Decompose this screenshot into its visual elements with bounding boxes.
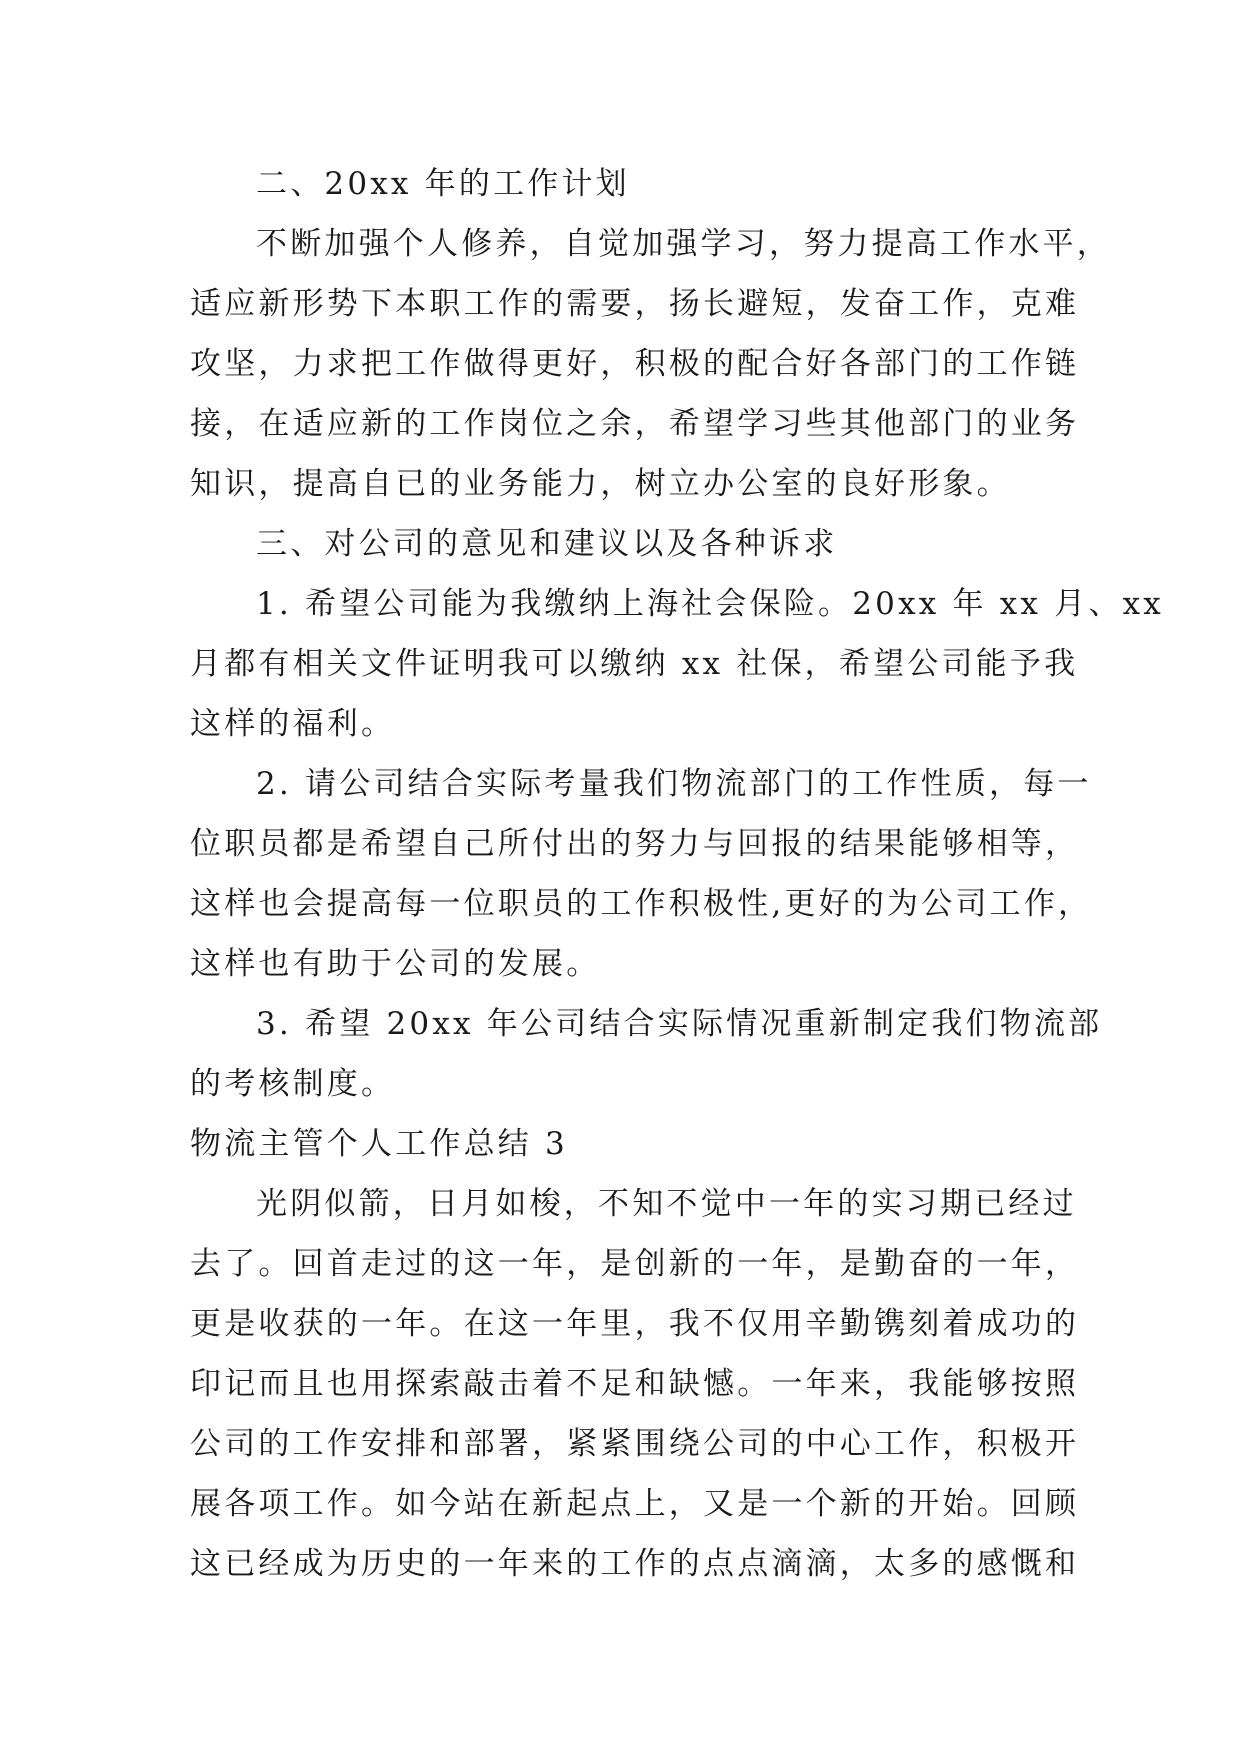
list-item-line: 这样的福利。: [190, 706, 396, 742]
paragraph-line: 这已经成为历史的一年来的工作的点点滴滴，太多的感慨和: [190, 1546, 1080, 1582]
paragraph-line: 更是收获的一年。在这一年里，我不仅用辛勤镌刻着成功的: [190, 1306, 1080, 1342]
section-heading-suggestions: 三、对公司的意见和建议以及各种诉求: [256, 526, 838, 562]
paragraph-line: 适应新形势下本职工作的需要，扬长避短，发奋工作，克难: [190, 286, 1080, 322]
paragraph-line: 公司的工作安排和部署，紧紧围绕公司的中心工作，积极开: [190, 1426, 1080, 1462]
paragraph-line: 展各项工作。如今站在新起点上，又是一个新的开始。回顾: [190, 1486, 1080, 1522]
paragraph-line: 印记而且也用探索敲击着不足和缺憾。一年来，我能够按照: [190, 1366, 1080, 1402]
list-item-line: 的考核制度。: [190, 1066, 396, 1102]
section-heading-work-plan: 二、20xx 年的工作计划: [256, 166, 630, 202]
document-title: 物流主管个人工作总结 3: [190, 1126, 568, 1162]
paragraph-line: 攻坚，力求把工作做得更好，积极的配合好各部门的工作链: [190, 346, 1080, 382]
paragraph-line: 不断加强个人修养，自觉加强学习，努力提高工作水平，: [256, 226, 1111, 262]
paragraph-line: 去了。回首走过的这一年，是创新的一年，是勤奋的一年，: [190, 1246, 1080, 1282]
list-item-line: 这样也会提高每一位职员的工作积极性,更好的为公司工作，: [190, 886, 1093, 922]
list-item-line: 月都有相关文件证明我可以缴纳 xx 社保，希望公司能予我: [190, 646, 1079, 682]
list-item-line: 3. 希望 20xx 年公司结合实际情况重新制定我们物流部: [256, 1006, 1103, 1042]
list-item-line: 这样也有助于公司的发展。: [190, 946, 601, 982]
list-item-line: 2. 请公司结合实际考量我们物流部门的工作性质，每一: [256, 766, 1092, 802]
paragraph-line: 光阴似箭，日月如梭，不知不觉中一年的实习期已经过: [256, 1186, 1077, 1222]
paragraph-line: 接，在适应新的工作岗位之余，希望学习些其他部门的业务: [190, 406, 1080, 442]
paragraph-line: 知识，提高自已的业务能力，树立办公室的良好形象。: [190, 466, 1011, 502]
list-item-line: 1. 希望公司能为我缴纳上海社会保险。20xx 年 xx 月、xx: [256, 586, 1164, 622]
list-item-line: 位职员都是希望自己所付出的努力与回报的结果能够相等，: [190, 826, 1080, 862]
